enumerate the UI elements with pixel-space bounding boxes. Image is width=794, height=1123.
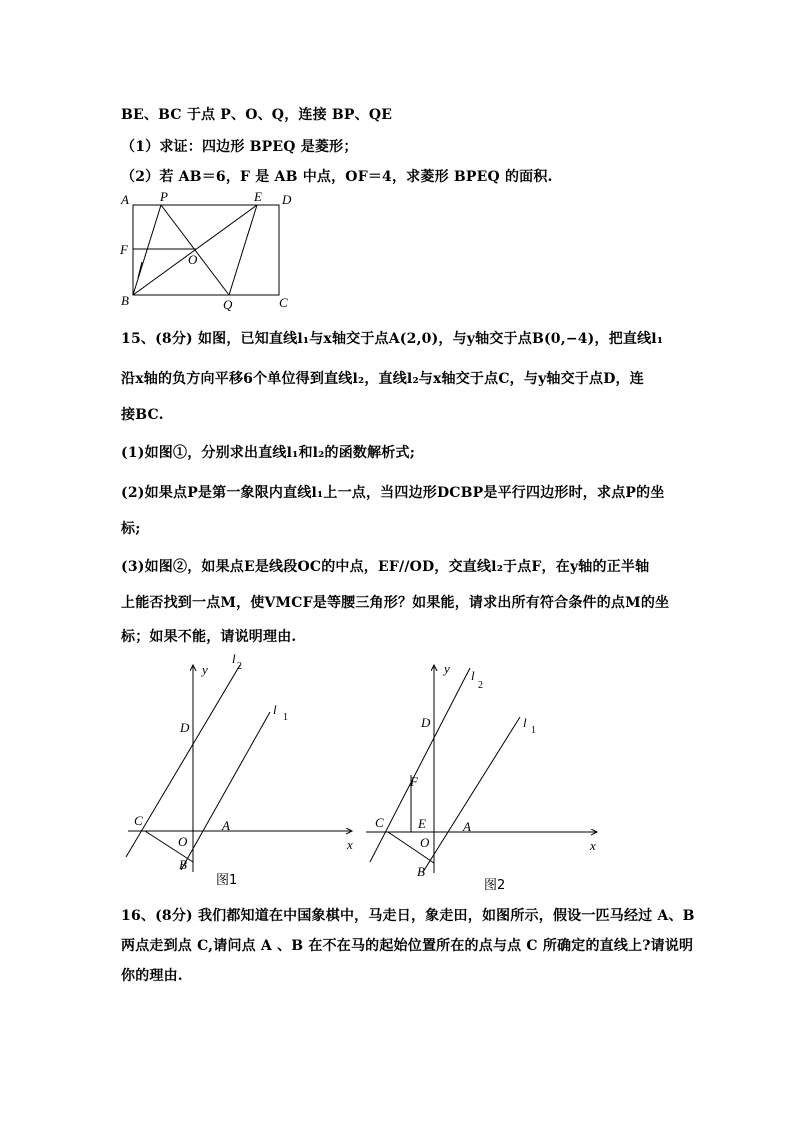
label-e: E: [254, 189, 262, 204]
fig2-label-l1-sub: 1: [531, 725, 536, 736]
fig1-label-l1: l: [273, 702, 277, 717]
fig1-label-o: O: [178, 834, 188, 849]
q15-part3a: (3)如图②，如果点E是线段OC的中点，EF//OD，交直线l₂于点F，在y轴的正半轴: [121, 559, 650, 575]
fig1-label-l2: l: [232, 651, 236, 666]
q16-line2: 两点走到点 C,请问点 A 、B 在不在马的起始位置所在的点与点 C 所确定的直线上?请说明: [121, 938, 694, 954]
fig1-label-l2-sub: 2: [237, 661, 242, 672]
fig1-label-y: y: [202, 662, 208, 677]
q15-part2a: (2)如果点P是第一象限内直线l₁上一点，当四边形DCBP是平行四边形时，求点P的坐: [121, 485, 665, 501]
fig2-caption: 图2: [484, 878, 506, 893]
fig2-label-e: E: [418, 816, 426, 831]
line-l2: [370, 668, 470, 862]
q15-line1: 15、(8分) 如图，已知直线l₁与x轴交于点A(2,0)，与y轴交于点B(0,−4)，把直线l₁: [121, 331, 664, 347]
label-d: D: [282, 192, 292, 207]
q16-line3: 你的理由.: [121, 968, 183, 984]
q15-part3c: 标；如果不能，请说明理由.: [121, 629, 297, 645]
fig2-label-l2: l: [471, 668, 475, 683]
fig2-label-l1: l: [523, 715, 527, 730]
q14-part1: （1）求证：四边形 BPEQ 是菱形；: [121, 139, 358, 155]
q15-part3b: 上能否找到一点M，使VMCF是等腰三角形？如果能，请求出所有符合条件的点M的坐: [121, 595, 670, 611]
fig2-label-y: y: [444, 661, 450, 676]
q14-part2: （2）若 AB＝6，F 是 AB 中点，OF＝4，求菱形 BPEQ 的面积.: [121, 169, 553, 185]
fig1-label-l1-sub: 1: [283, 712, 288, 723]
label-f: F: [120, 242, 128, 257]
fig2-label-b: B: [417, 864, 425, 879]
fig2-label-o: O: [420, 835, 430, 850]
fig2-label-l2-sub: 2: [478, 680, 483, 691]
fig2-label-d: D: [421, 715, 431, 730]
fig1-label-a: A: [222, 818, 230, 833]
line-l1: [423, 717, 520, 872]
fig2-label-f: F: [410, 774, 418, 789]
label-a: A: [121, 192, 129, 207]
fig2-label-x: x: [590, 838, 596, 853]
fig1-label-c: C: [134, 813, 143, 828]
fig1-caption: 图1: [216, 873, 238, 888]
fig2-label-a: A: [463, 819, 471, 834]
q15-part2b: 标;: [121, 521, 141, 537]
label-c: C: [279, 295, 288, 310]
label-b: B: [121, 293, 129, 308]
fig2-label-c: C: [375, 815, 384, 830]
fig1-label-x: x: [347, 837, 353, 852]
q14-line-top: BE、BC 于点 P、O、Q，连接 BP、QE: [121, 107, 393, 123]
q15-line3: 接BC.: [121, 407, 164, 423]
label-q: Q: [223, 297, 233, 312]
fig1-label-b: B: [179, 857, 187, 872]
label-o: O: [188, 252, 198, 267]
q16-line1: 16、(8分) 我们都知道在中国象棋中，马走日，象走田，如图所示，假设一匹马经过 A、B: [121, 908, 695, 924]
q15-line2: 沿x轴的负方向平移6个单位得到直线l₂，直线l₂与x轴交于点C，与y轴交于点D，连: [121, 371, 644, 387]
q15-part1: (1)如图①，分别求出直线l₁和l₂的函数解析式;: [121, 445, 416, 461]
label-p: P: [160, 189, 168, 204]
fig1-label-d: D: [180, 720, 190, 735]
